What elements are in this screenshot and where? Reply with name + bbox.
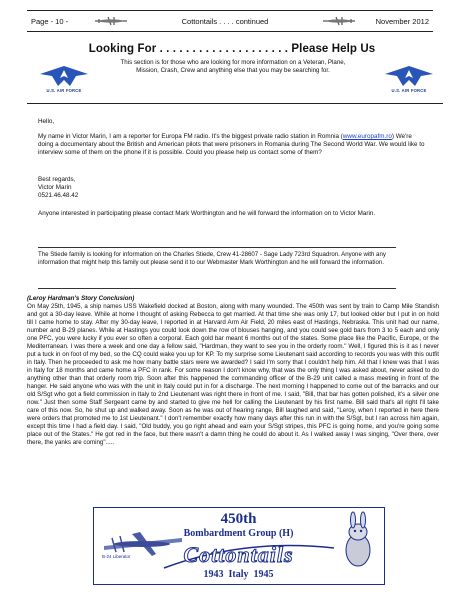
story-text: On May 25th, 1945, a ship names USS Wakefield docked at Boston, along with many wounded. The 450th was sent by train to Camp Mile Standish and got a 30-day leave. While at home I thought of asking Rebecca to get married. At that time she was only 17, but looked older but I put in on hold till I came home to stay. After my 30-day leave, I reported in at Harvard Arm Air Field, 20 miles east of Hastings, Nebraska. This unit had our name, number and B-29 planes. While at Hastings you could look down the row of blouses hanging, and you could see gold bars from 3 to 5 each and only one PFC, you were lucky if you ever so often a corporal. Each gold bar meant 6 months out of the states. Some place like the Pacific, Europe, or the Mediterranean. I was there a week and one day a fellow said, "Hardman, they want to see you in the orderly room." Well, I figured this is it as I never put a tuck in on foot of my bed, so the CQ could wake you up for KP. To my surprise some Lieutenant said according to records you was with this outfit in Italy. Then he proceeded to ask me how many battle stars were we awarded? I said I'm sorry that I couldn't help him. All that I knew was that I was in Italy for 18 months and came home a PFC in rank. For some reason I don't know why, that was the only thing I was asked about, never asked to do anything other than that orderly room trip. Soon after this happened the commanding officer of the B-29 unit called a mass meeting in front of the hanger. He said anyone who was with the unit in Italy could put in for a discharge. The next morning I happened to come out of the barracks and our old S/Sgt who got a field commission in Italy to 2nd Lieutenant was right there in front of me. I said, "Bill, that bar has gotten polished, it's a silver one now." Just then some Staff Sergeant came by and started to give me hell for calling the Lieutenant by his first name. Bill said that's all right I'll take care of this now. So, he shut up and walked away. Soon as he was out of hearing range, Bill laughed and said, "Leroy, when I reported in here there were orders that promoted me to 1st Lieutenant." I don't remember exactly how many days after this run in with the S/Sgt, but I ran across him again, except this time I had a field day. I said, "Old buddy, you go right ahead and earn your S/Sgt stripes, this PFC is going home, and you're going some place out of the States." He got red in the face, but there wasn't a damn thing he could do about it. As I walked away I was singing, "Over there, over there, the yanks are coming".....	[27, 303, 439, 446]
europafm-link[interactable]: www.europafm.ro	[342, 133, 392, 140]
letter-greeting: Hello,	[38, 118, 55, 125]
air-force-wings-icon	[383, 64, 435, 88]
banner-years: 1943 Italy 1945	[203, 569, 274, 580]
page-header	[27, 10, 433, 32]
cottontails-banner	[93, 507, 385, 585]
banner-plane-label: B-24 Liberator	[102, 554, 131, 559]
page-title: Cottontails . . . . continued	[181, 16, 269, 26]
banner-group-name: Bombardment Group (H)	[183, 528, 294, 539]
letter-body: My name in Victor Marin, I am a reporter for Europa FM radio. It's the biggest private radio station in Romnia (www.europafm.ro) We're doing a documentary about the British and American pilots that were prisoners in Romania during The Second World War. We would like to interview some of them on the phone if it is possible. Could you please help us contact some of them?	[38, 133, 425, 156]
letter-signature: Best regards, Victor Marin 0521.46.48.42	[38, 176, 79, 199]
banner-group-number: 450th	[220, 511, 257, 527]
usaf-logo-right: U.S. AIR FORCE	[383, 64, 435, 98]
letter-note: Anyone interested in participating please contact Mark Worthington and he will forward the information on to Victor Marin.	[38, 210, 376, 217]
air-force-wings-icon	[38, 64, 90, 88]
stiede-request-box: The Stiede family is looking for information on the Charles Stiede, Crew 41-28607 - Sage Lady 723rd Squadron. Anyone with any information that might help this family out please send it to our Webmaster Mark Worthington and he will forward the information.	[38, 247, 396, 289]
usaf-logo-left: U.S. AIR FORCE	[38, 64, 90, 98]
bomber-icon	[91, 16, 131, 26]
section-title: Looking For . . . . . . . . . . . . . . . . . . . . Please Help Us	[88, 43, 376, 55]
bomber-icon	[319, 16, 359, 26]
issue-date: November 2012	[375, 16, 429, 26]
page-number: Page - 10 -	[31, 16, 69, 26]
story-heading: (Leroy Hardman's Story Conclusion)	[27, 295, 135, 302]
banner-cottontails-title: Cottontails	[183, 542, 294, 567]
section-description: This section is for those who are looking for more information on a Veteran, Plane, Mission, Crash, Crew and anything else that you may be searching for.	[120, 59, 346, 75]
divider	[27, 103, 443, 104]
